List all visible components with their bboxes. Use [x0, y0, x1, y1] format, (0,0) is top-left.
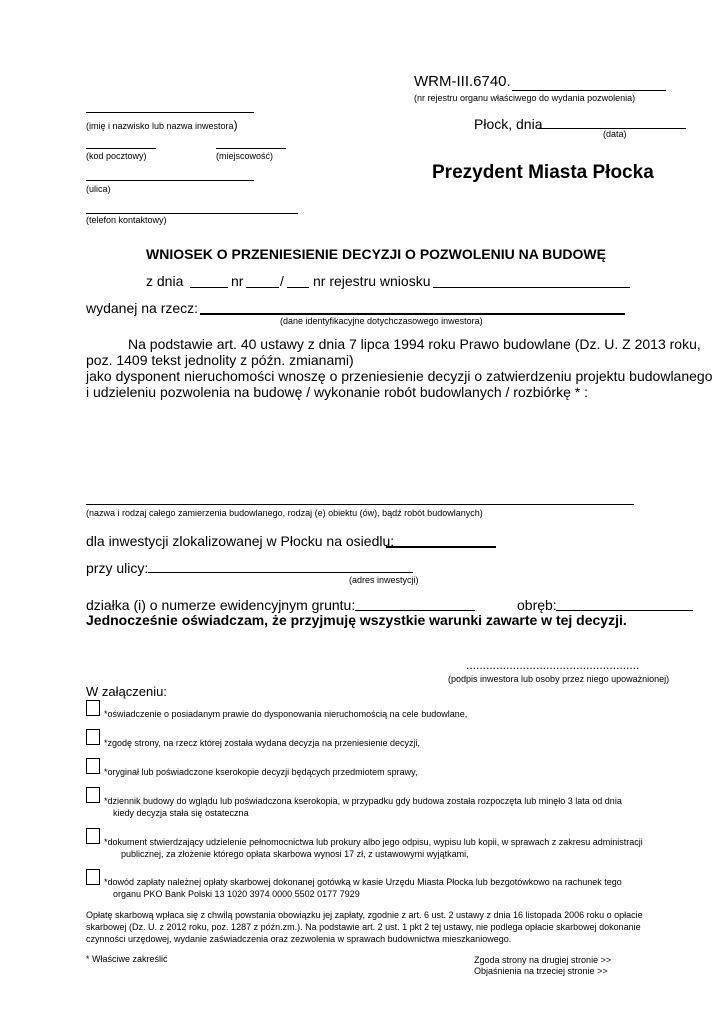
attachment-checkbox-5[interactable] — [86, 828, 100, 844]
address-note: (adres inwestycji) — [349, 575, 419, 585]
district-field[interactable] — [386, 546, 496, 548]
street-field[interactable] — [86, 180, 254, 181]
body-line-4: i udzieleniu pozwolenia na budowę / wykonanie robót budowlanych / rozbiórkę * : — [86, 384, 588, 400]
issued-to-field[interactable] — [200, 313, 625, 315]
district-label: dla inwestycji zlokalizowanej w Płocku na osiedlu: — [86, 533, 395, 549]
attachment-item-2: *zgodę strony, na rzecz której została wydana decyzja na przeniesienie decyzji, — [104, 738, 420, 748]
plot-field[interactable] — [355, 610, 475, 611]
attachment-item-5: *dokument stwierdzający udzielenie pełnomocnictwa lub prokury albo jego odpisu, wypisu lub kopii, w sprawach z zakresu administracji — [104, 837, 643, 847]
attachment-item-3: *oryginał lub poświadczone kserokopie decyzji będących przedmiotem sprawy, — [104, 767, 418, 777]
attachments-heading: W załączeniu: — [86, 684, 167, 699]
precinct-label: obręb: — [517, 597, 557, 613]
phone-field[interactable] — [86, 213, 298, 214]
applicant-name-field[interactable] — [86, 112, 254, 113]
project-description-note: (nazwa i rodzaj całego zamierzenia budowlanego, rodzaj (e) obiektu (ów), bądź robót budowlanych) — [86, 508, 483, 518]
fee-line-2: skarbowej (Dz. U. z 2012 roku, poz. 1287 z późn.zm.). Na podstawie art. 2 ust. 1 pkt 2 tej ustawy, nie podlega opłacie skarbowej dokonanie — [86, 922, 641, 932]
phone-label: (telefon kontaktowy) — [86, 215, 167, 225]
attachment-item-4-cont: kiedy decyzja stała się ostateczna — [113, 808, 249, 818]
postal-code-field[interactable] — [86, 148, 156, 149]
city-label: (miejscowość) — [216, 151, 274, 161]
decision-nr-field[interactable] — [246, 287, 279, 288]
signature-note: (podpis inwestora lub osoby przez niego upoważnionej) — [448, 674, 670, 684]
decision-date-label: z dnia — [146, 273, 184, 289]
street-address-label: przy ulicy: — [86, 560, 149, 576]
authority-title: Prezydent Miasta Płocka — [432, 162, 654, 183]
postal-code-label: (kod pocztowy) — [86, 151, 147, 161]
form-title: WNIOSEK O PRZENIESIENIE DECYZJI O POZWOLENIU NA BUDOWĘ — [146, 246, 606, 262]
attachment-item-4: *dziennik budowy do wglądu lub poświadczona kserokopia, w przypadku gdy budowa została rozpoczęta lub minęło 3 lata od dnia — [104, 796, 622, 806]
applicant-name-label: (imię i nazwisko lub nazwa inwestora) — [86, 118, 238, 132]
project-description-field[interactable] — [86, 504, 634, 505]
decision-date-field[interactable] — [190, 287, 228, 288]
attachment-checkbox-1[interactable] — [86, 700, 100, 716]
application-register-label: nr rejestru wniosku — [313, 273, 431, 289]
attachment-checkbox-6[interactable] — [86, 869, 100, 885]
attachment-item-6-cont: organu PKO Bank Polski 13 1020 3974 0000 5502 0177 7929 — [113, 889, 360, 899]
street-address-field[interactable] — [148, 572, 413, 573]
signature-field[interactable]: .................................................... — [466, 658, 640, 672]
attachment-item-5-cont: publicznej, za złożenie którego opłata skarbowa wynosi 17 zł, z ustawowymi wyjątkami, — [121, 849, 469, 859]
street-label: (ulica) — [86, 184, 111, 194]
date-note: (data) — [603, 129, 627, 139]
decision-slash: / — [280, 273, 284, 289]
register-number-field[interactable] — [512, 90, 666, 91]
body-line-1: Na podstawie art. 40 ustawy z dnia 7 lipca 1994 roku Prawo budowlane (Dz. U. Z 2013 roku, — [128, 336, 701, 352]
decision-nr-label: nr — [231, 273, 244, 289]
fee-line-1: Opłatę skarbową wpłaca się z chwilą powstania obowiązku jej zapłaty, zgodnie z art. 6 ust. 2 ustawy z dnia 16 listopada 2006 roku o opłacie — [86, 910, 643, 920]
attachment-item-6: *dowód zapłaty należnej opłaty skarbowej dokonanej gotówką w kasie Urzędu Miasta Płocka lub bezgotówkowo na rachunek tego — [104, 877, 622, 887]
plot-label: działka (i) o numerze ewidencyjnym gruntu: — [86, 597, 356, 613]
issued-to-note: (dane identyfikacyjne dotychczasowego inwestora) — [280, 316, 483, 326]
decision-year-field[interactable] — [287, 287, 309, 288]
body-line-2: poz. 1409 tekst jednolity z późn. zmianami) — [86, 352, 354, 368]
footnote: * Właściwe zakreślić — [86, 954, 168, 964]
fee-line-3: czynności urzędowej, wydanie zaświadczenia oraz zezwolenia w sprawach budownictwa mieszkaniowego. — [86, 934, 512, 944]
body-line-3: jako dysponent nieruchomości wnoszę o przeniesienie decyzji o zatwierdzeniu projektu budowlanego — [86, 368, 713, 384]
issued-to-label: wydanej na rzecz: — [86, 300, 199, 316]
place-date-label: Płock, dnia — [474, 116, 543, 132]
attachment-checkbox-2[interactable] — [86, 729, 100, 745]
explanations-link[interactable]: Objaśnienia na trzeciej stronie >> — [474, 966, 608, 976]
declaration: Jednocześnie oświadczam, że przyjmuję wszystkie warunki zawarte w tej decyzji. — [86, 612, 627, 628]
consent-link[interactable]: Zgoda strony na drugiej stronie >> — [474, 955, 612, 965]
city-field[interactable] — [216, 148, 286, 149]
attachment-checkbox-4[interactable] — [86, 787, 100, 803]
attachment-checkbox-3[interactable] — [86, 758, 100, 774]
application-register-field[interactable] — [433, 287, 630, 288]
attachment-item-1: *oświadczenie o posiadanym prawie do dysponowania nieruchomością na cele budowlane, — [104, 709, 468, 719]
register-note: (nr rejestru organu właściwego do wydania pozwolenia) — [414, 93, 636, 103]
register-number: WRM-III.6740. — [414, 73, 511, 90]
precinct-field[interactable] — [556, 610, 693, 611]
